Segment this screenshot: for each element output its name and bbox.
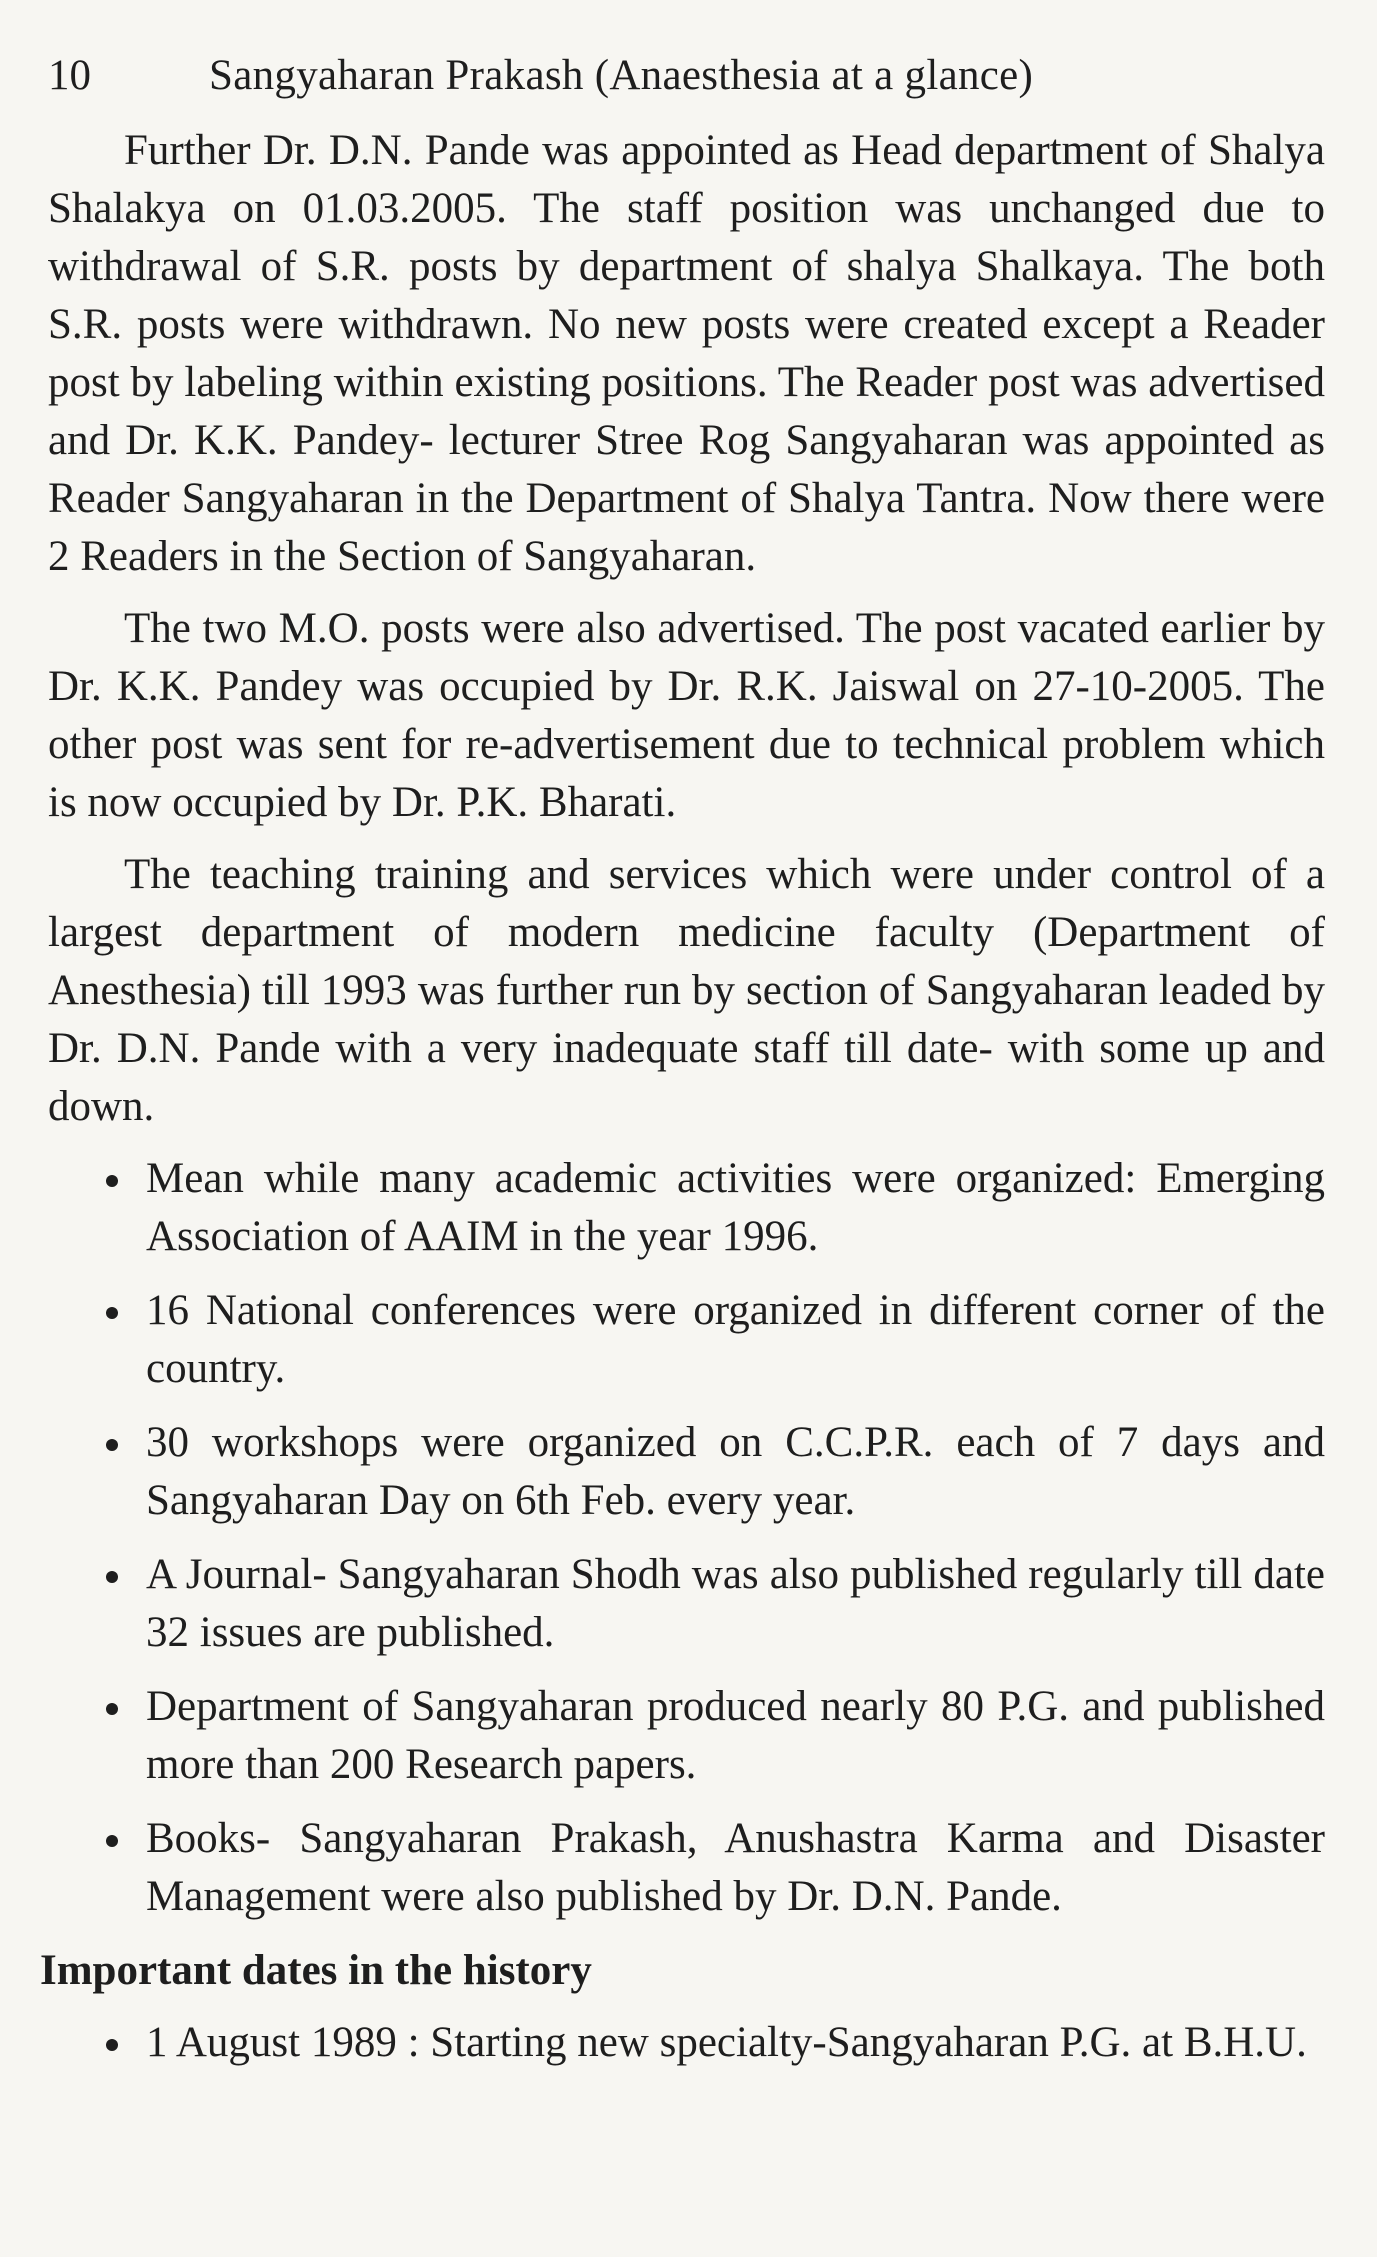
bullet-icon	[106, 1835, 118, 1847]
list-item-text: A Journal- Sangyaharan Shodh was also published regularly till date 32 issues are published.	[146, 1551, 1325, 1656]
list-item	[48, 1414, 1325, 1530]
paragraph-head-department: Further Dr. D.N. Pande was appointed as Head department of Shalya Shalakya on 01.03.2005. The staff position was unchanged due to withdrawal of S.R. posts by department of shalya Shalkaya. The both S.R. posts were withdrawn. No new posts were created except a Reader post by labeling within existing positions. The Reader post was advertised and Dr. K.K. Pandey- lecturer Stree Rog Sangyaharan was appointed as Reader Sangyaharan in the Department of Shalya Tantra. Now there were 2 Readers in the Section of Sangyaharan.	[48, 127, 1325, 580]
list-item	[48, 1678, 1325, 1794]
important-dates-list	[48, 2014, 1325, 2072]
paragraph-teaching-training: The teaching training and services which were under control of a largest department of modern medicine faculty (Department of Anesthesia) till 1993 was further run by section of Sangyaharan leaded by Dr. D.N. Pande with a very inadequate staff till date- with some up and down.	[48, 851, 1325, 1130]
list-item-text: Mean while many academic activities were organized: Emerging Association of AAIM in the year 1996.	[146, 1155, 1325, 1260]
bullet-icon	[106, 1307, 118, 1319]
list-item	[48, 1282, 1325, 1398]
running-title: Sangyaharan Prakash (Anaesthesia at a glance)	[209, 52, 1034, 99]
list-item-text: 16 National conferences were organized in different corner of the country.	[146, 1287, 1325, 1392]
running-header	[48, 40, 1325, 112]
bullet-icon	[106, 1175, 118, 1187]
bullet-icon	[106, 1439, 118, 1451]
list-item-text: Books- Sangyaharan Prakash, Anushastra Karma and Disaster Management were also published by Dr. D.N. Pande.	[146, 1815, 1325, 1920]
list-item	[48, 1546, 1325, 1662]
activities-list	[48, 1150, 1325, 1926]
list-item-text: 30 workshops were organized on C.C.P.R. each of 7 days and Sangyaharan Day on 6th Feb. every year.	[146, 1419, 1325, 1524]
paragraph-mo-posts: The two M.O. posts were also advertised. The post vacated earlier by Dr. K.K. Pandey was occupied by Dr. R.K. Jaiswal on 27-10-2005. The other post was sent for re-advertisement due to technical problem which is now occupied by Dr. P.K. Bharati.	[48, 605, 1325, 826]
list-item	[48, 1150, 1325, 1266]
list-item-text: 1 August 1989 : Starting new specialty-Sangyaharan P.G. at B.H.U.	[146, 2019, 1307, 2066]
list-item-text: Department of Sangyaharan produced nearly 80 P.G. and published more than 200 Research papers.	[146, 1683, 1325, 1788]
bullet-icon	[106, 2039, 118, 2051]
list-item	[48, 1810, 1325, 1926]
list-item	[48, 2014, 1325, 2072]
section-heading: Important dates in the history	[40, 1947, 592, 1994]
bullet-icon	[106, 1703, 118, 1715]
page-number: 10	[48, 52, 91, 99]
bullet-icon	[106, 1571, 118, 1583]
